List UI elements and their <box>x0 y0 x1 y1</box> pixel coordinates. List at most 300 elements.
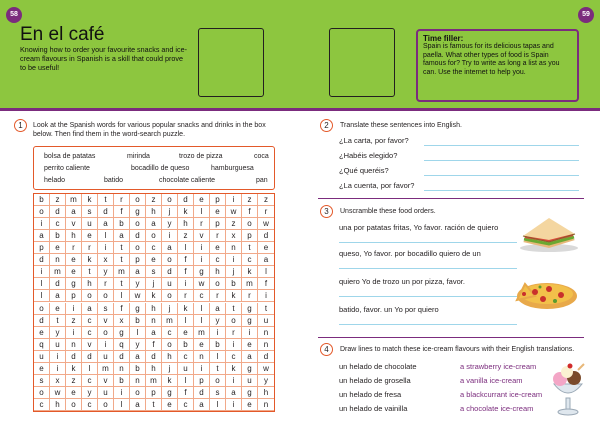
grid-cell: o <box>130 194 146 206</box>
grid-cell: e <box>210 206 226 218</box>
grid-cell: x <box>50 375 66 387</box>
grid-cell: g <box>242 303 258 315</box>
grid-cell: l <box>114 290 130 302</box>
grid-cell: b <box>114 375 130 387</box>
intro-text: Knowing how to order your favourite snacks and ice-cream flavours in Spanish is a skill that could prove to be useful! <box>20 45 187 72</box>
grid-cell: f <box>242 206 258 218</box>
grid-cell: h <box>162 351 178 363</box>
flavour-english-2: a vanilla ice-cream <box>460 376 523 385</box>
grid-cell: a <box>34 230 50 242</box>
grid-cell: a <box>210 303 226 315</box>
grid-cell: d <box>263 231 269 241</box>
grid-cell: d <box>50 206 66 218</box>
grid-cell: u <box>98 387 114 399</box>
header-divider <box>0 108 600 111</box>
grid-row <box>34 206 274 218</box>
grid-cell: m <box>242 278 258 290</box>
grid-cell: o <box>98 290 114 302</box>
scrambled-order-3: quiero Yo de trozo un por pizza, favor. <box>339 277 465 286</box>
grid-cell: e <box>263 243 269 253</box>
grid-cell: e <box>162 399 178 411</box>
grid-cell: i <box>98 242 114 254</box>
grid-cell: o <box>210 278 226 290</box>
grid-cell: z <box>242 194 258 206</box>
grid-cell: b <box>114 218 130 230</box>
grid-row <box>34 351 274 363</box>
word-item: pan <box>256 177 268 184</box>
grid-cell: d <box>146 351 162 363</box>
grid-cell: r <box>210 230 226 242</box>
grid-cell: i <box>226 339 242 351</box>
grid-cell: b <box>34 194 50 206</box>
grid-cell: i <box>226 194 242 206</box>
grid-cell: k <box>178 303 194 315</box>
word-item: hamburguesa <box>211 165 254 172</box>
grid-cell: i <box>194 254 210 266</box>
activity-4-instruction: Draw lines to match these ice-cream flavours with their English translations. <box>340 346 575 353</box>
grid-cell: z <box>226 218 242 230</box>
grid-cell: m <box>146 375 162 387</box>
grid-cell: c <box>82 375 98 387</box>
grid-cell: n <box>66 339 82 351</box>
grid-cell: c <box>210 254 226 266</box>
grid-row <box>34 230 274 242</box>
grid-cell: q <box>34 339 50 351</box>
grid-cell: t <box>146 399 162 411</box>
grid-cell: a <box>242 351 258 363</box>
word-item: trozo de pizza <box>179 153 223 160</box>
grid-cell: c <box>178 351 194 363</box>
grid-cell: i <box>265 291 267 301</box>
grid-cell: a <box>226 387 242 399</box>
grid-cell: t <box>114 242 130 254</box>
word-item: mirinda <box>127 153 150 160</box>
sentence-2: ¿Habéis elegido? <box>339 151 398 160</box>
grid-cell: a <box>66 206 82 218</box>
grid-cell: i <box>114 387 130 399</box>
grid-cell: e <box>178 327 194 339</box>
activity-2-number: 2 <box>320 119 333 132</box>
grid-cell: s <box>98 303 114 315</box>
grid-cell: k <box>226 363 242 375</box>
grid-cell: e <box>34 327 50 339</box>
grid-cell: c <box>82 399 98 411</box>
grid-cell: c <box>82 327 98 339</box>
grid-cell: n <box>146 315 162 327</box>
grid-cell: f <box>178 254 194 266</box>
grid-cell: d <box>66 351 82 363</box>
grid-cell: l <box>265 267 267 277</box>
grid-cell: y <box>210 315 226 327</box>
activity-3-instruction: Unscramble these food orders. <box>340 208 436 215</box>
grid-cell: c <box>226 351 242 363</box>
grid-cell: s <box>146 266 162 278</box>
grid-cell: h <box>178 218 194 230</box>
flavour-spanish-4: un helado de vainilla <box>339 404 408 413</box>
grid-cell: p <box>242 230 258 242</box>
grid-cell: g <box>162 387 178 399</box>
grid-cell: a <box>50 290 66 302</box>
grid-row <box>34 339 274 351</box>
sentence-3: ¿Qué queréis? <box>339 166 389 175</box>
word-list-box <box>33 146 275 190</box>
flavour-english-4: a chocolate ice-cream <box>460 404 534 413</box>
grid-cell: f <box>114 206 130 218</box>
scrambled-order-2: queso, Yo favor. por bocadillo quiero de un <box>339 249 481 258</box>
answer-line <box>339 324 517 325</box>
grid-cell: i <box>194 242 210 254</box>
time-filler-title: Time filler: <box>423 34 464 43</box>
flavour-spanish-3: un helado de fresa <box>339 390 402 399</box>
grid-cell: n <box>50 254 66 266</box>
grid-cell: g <box>242 387 258 399</box>
grid-cell: p <box>130 254 146 266</box>
grid-cell: l <box>178 375 194 387</box>
answer-line <box>424 145 579 146</box>
grid-cell: y <box>82 387 98 399</box>
grid-cell: j <box>162 303 178 315</box>
grid-cell: a <box>114 230 130 242</box>
grid-cell: o <box>210 375 226 387</box>
grid-cell: r <box>194 218 210 230</box>
grid-cell: i <box>50 351 66 363</box>
answer-line <box>339 296 517 297</box>
grid-cell: t <box>264 303 268 313</box>
grid-cell: i <box>34 218 50 230</box>
scrambled-order-4: batido, favor. un Yo por quiero <box>339 305 439 314</box>
grid-row <box>34 278 274 290</box>
word-item: helado <box>44 177 66 184</box>
grid-cell: v <box>66 218 82 230</box>
grid-cell: y <box>98 266 114 278</box>
grid-cell: e <box>34 363 50 375</box>
grid-cell: y <box>264 375 268 385</box>
grid-cell: o <box>130 218 146 230</box>
grid-cell: y <box>162 218 178 230</box>
grid-cell: o <box>146 230 162 242</box>
grid-cell: h <box>146 363 162 375</box>
grid-cell: d <box>162 266 178 278</box>
grid-cell: g <box>130 206 146 218</box>
grid-cell: l <box>98 230 114 242</box>
grid-cell: p <box>34 242 50 254</box>
grid-cell: i <box>242 327 258 339</box>
grid-cell: c <box>50 218 66 230</box>
grid-cell: f <box>114 303 130 315</box>
grid-cell: r <box>82 242 98 254</box>
grid-cell: u <box>242 375 258 387</box>
grid-cell: r <box>114 194 130 206</box>
grid-cell: p <box>146 387 162 399</box>
grid-cell: w <box>130 290 146 302</box>
grid-cell: i <box>66 303 82 315</box>
grid-cell: k <box>82 194 98 206</box>
grid-cell: n <box>263 327 269 337</box>
grid-cell: m <box>194 327 210 339</box>
grid-cell: o <box>162 339 178 351</box>
grid-cell: x <box>98 254 114 266</box>
grid-cell: z <box>50 194 66 206</box>
grid-cell: a <box>194 399 210 411</box>
grid-cell: p <box>66 290 82 302</box>
grid-cell: h <box>146 206 162 218</box>
grid-cell: z <box>66 375 82 387</box>
grid-cell: g <box>242 315 258 327</box>
grid-cell: w <box>50 387 66 399</box>
grid-cell: a <box>82 303 98 315</box>
grid-row <box>34 194 274 206</box>
word-item: chocolate caliente <box>159 177 216 184</box>
grid-cell: i <box>226 399 242 411</box>
grid-row <box>34 387 274 399</box>
grid-cell: u <box>263 315 269 325</box>
grid-cell: g <box>114 327 130 339</box>
grid-cell: k <box>146 290 162 302</box>
grid-cell: l <box>210 351 226 363</box>
grid-cell: o <box>162 254 178 266</box>
grid-cell: c <box>178 399 194 411</box>
grid-cell: j <box>146 278 162 290</box>
grid-cell: b <box>50 230 66 242</box>
word-item: coca <box>254 153 269 160</box>
grid-cell: k <box>242 266 258 278</box>
grid-row <box>34 254 274 266</box>
grid-cell: d <box>114 351 130 363</box>
grid-cell: c <box>146 242 162 254</box>
grid-cell: i <box>34 266 50 278</box>
grid-cell: t <box>226 303 242 315</box>
grid-cell: r <box>210 290 226 302</box>
grid-cell: t <box>114 254 130 266</box>
grid-cell: e <box>66 266 82 278</box>
grid-cell: m <box>162 315 178 327</box>
activity-1-instruction: Look at the Spanish words for various popular snacks and drinks in the box below. Then find them in the word-search puzzle. <box>33 122 266 138</box>
grid-cell: w <box>194 278 210 290</box>
grid-cell: e <box>50 303 66 315</box>
grid-cell: f <box>264 279 268 289</box>
grid-cell: d <box>130 230 146 242</box>
grid-cell: r <box>264 207 268 217</box>
grid-cell: t <box>82 266 98 278</box>
grid-cell: r <box>98 278 114 290</box>
activity-2-instruction: Translate these sentences into English. <box>340 122 462 129</box>
grid-cell: m <box>114 266 130 278</box>
grid-cell: b <box>130 315 146 327</box>
grid-cell: k <box>82 254 98 266</box>
grid-cell: p <box>194 375 210 387</box>
grid-cell: u <box>82 218 98 230</box>
grid-cell: c <box>34 399 50 411</box>
grid-cell: t <box>98 194 114 206</box>
word-item: batido <box>104 177 124 184</box>
grid-cell: u <box>178 363 194 375</box>
grid-cell: o <box>130 242 146 254</box>
grid-cell: c <box>194 290 210 302</box>
grid-cell: i <box>194 363 210 375</box>
grid-cell: d <box>98 206 114 218</box>
word-item: perrito caliente <box>44 165 90 172</box>
grid-cell: z <box>178 230 194 242</box>
grid-cell: l <box>178 315 194 327</box>
grid-cell: a <box>162 242 178 254</box>
grid-cell: z <box>146 194 162 206</box>
activity-1-number: 1 <box>14 119 27 132</box>
grid-cell: i <box>162 230 178 242</box>
grid-cell: l <box>194 315 210 327</box>
grid-cell: j <box>162 206 178 218</box>
grid-cell: c <box>162 327 178 339</box>
grid-cell: l <box>34 290 50 302</box>
grid-cell: y <box>130 339 146 351</box>
page-number-left: 58 <box>6 7 22 23</box>
grid-cell: a <box>146 327 162 339</box>
grid-cell: p <box>210 218 226 230</box>
grid-cell: j <box>162 363 178 375</box>
grid-cell: h <box>210 266 226 278</box>
page-number-right: 59 <box>578 7 594 23</box>
grid-cell: k <box>178 206 194 218</box>
grid-row <box>34 375 274 387</box>
grid-cell: b <box>130 363 146 375</box>
grid-cell: g <box>130 303 146 315</box>
grid-cell: i <box>66 327 82 339</box>
grid-cell: i <box>50 363 66 375</box>
answer-line <box>424 190 579 191</box>
sentence-4: ¿La cuenta, por favor? <box>339 181 415 190</box>
answer-line <box>424 160 579 161</box>
grid-cell: k <box>162 375 178 387</box>
grid-cell: d <box>178 194 194 206</box>
grid-cell: o <box>34 387 50 399</box>
time-filler-box <box>416 29 579 102</box>
grid-cell: o <box>98 399 114 411</box>
grid-cell: n <box>130 375 146 387</box>
grid-cell: l <box>114 399 130 411</box>
grid-cell: a <box>130 399 146 411</box>
grid-cell: e <box>82 230 98 242</box>
grid-cell: h <box>146 303 162 315</box>
grid-row <box>34 315 274 327</box>
grid-cell: e <box>242 339 258 351</box>
grid-cell: s <box>210 387 226 399</box>
grid-cell: v <box>82 339 98 351</box>
grid-cell: o <box>130 387 146 399</box>
grid-cell: o <box>34 206 50 218</box>
grid-cell: a <box>98 218 114 230</box>
image-placeholder-right <box>329 28 395 97</box>
grid-cell: o <box>34 303 50 315</box>
grid-cell: d <box>194 387 210 399</box>
grid-cell: f <box>178 266 194 278</box>
flavour-spanish-1: un helado de chocolate <box>339 362 417 371</box>
grid-row <box>34 303 274 315</box>
grid-cell: n <box>114 363 130 375</box>
grid-row <box>34 399 274 411</box>
grid-cell: l <box>178 242 194 254</box>
flavour-english-1: a strawberry ice-cream <box>460 362 537 371</box>
grid-cell: o <box>242 218 258 230</box>
grid-row <box>34 327 274 339</box>
page-title: En el café <box>20 24 105 45</box>
answer-line <box>339 268 517 269</box>
section-divider <box>318 198 584 199</box>
grid-cell: d <box>34 254 50 266</box>
grid-cell: h <box>263 387 269 397</box>
grid-cell: t <box>50 315 66 327</box>
grid-cell: c <box>82 315 98 327</box>
grid-cell: h <box>50 399 66 411</box>
grid-cell: m <box>66 194 82 206</box>
grid-cell: z <box>264 195 268 204</box>
grid-cell: q <box>114 339 130 351</box>
pizza-illustration <box>515 274 579 314</box>
word-search-grid <box>33 193 275 412</box>
grid-cell: r <box>226 327 242 339</box>
grid-cell: v <box>98 315 114 327</box>
grid-row <box>34 290 274 302</box>
grid-cell: p <box>210 194 226 206</box>
grid-cell: g <box>194 266 210 278</box>
grid-cell: b <box>226 278 242 290</box>
grid-cell: m <box>98 363 114 375</box>
grid-cell: d <box>50 278 66 290</box>
grid-cell: i <box>226 254 242 266</box>
activity-4-number: 4 <box>320 343 333 356</box>
grid-cell: w <box>226 206 242 218</box>
answer-line <box>424 175 579 176</box>
grid-cell: v <box>194 230 210 242</box>
grid-cell: o <box>66 399 82 411</box>
grid-cell: x <box>114 315 130 327</box>
grid-row <box>34 242 274 254</box>
grid-cell: t <box>210 363 226 375</box>
grid-cell: e <box>194 339 210 351</box>
grid-cell: u <box>162 278 178 290</box>
ice-cream-sundae-illustration <box>548 362 588 416</box>
grid-cell: s <box>82 206 98 218</box>
grid-cell: o <box>162 194 178 206</box>
grid-cell: y <box>130 278 146 290</box>
flavour-spanish-2: un helado de grosella <box>339 376 411 385</box>
grid-row <box>34 266 274 278</box>
grid-cell: y <box>50 327 66 339</box>
grid-cell: w <box>263 219 269 229</box>
grid-cell: h <box>66 230 82 242</box>
grid-cell: e <box>210 242 226 254</box>
grid-cell: n <box>194 351 210 363</box>
grid-cell: u <box>98 351 114 363</box>
grid-cell: s <box>34 375 50 387</box>
grid-cell: e <box>146 254 162 266</box>
grid-cell: n <box>263 339 269 349</box>
grid-cell: v <box>98 375 114 387</box>
grid-cell: b <box>178 339 194 351</box>
grid-cell: z <box>66 315 82 327</box>
grid-cell: g <box>66 278 82 290</box>
grid-cell: a <box>263 255 269 265</box>
grid-cell: k <box>66 363 82 375</box>
grid-cell: e <box>242 399 258 411</box>
grid-cell: t <box>242 242 258 254</box>
grid-cell: f <box>146 339 162 351</box>
grid-cell: i <box>98 339 114 351</box>
grid-cell: l <box>210 399 226 411</box>
grid-row <box>34 363 274 375</box>
grid-cell: e <box>194 194 210 206</box>
answer-line <box>339 242 517 243</box>
grid-row <box>34 218 274 230</box>
grid-cell: o <box>162 290 178 302</box>
